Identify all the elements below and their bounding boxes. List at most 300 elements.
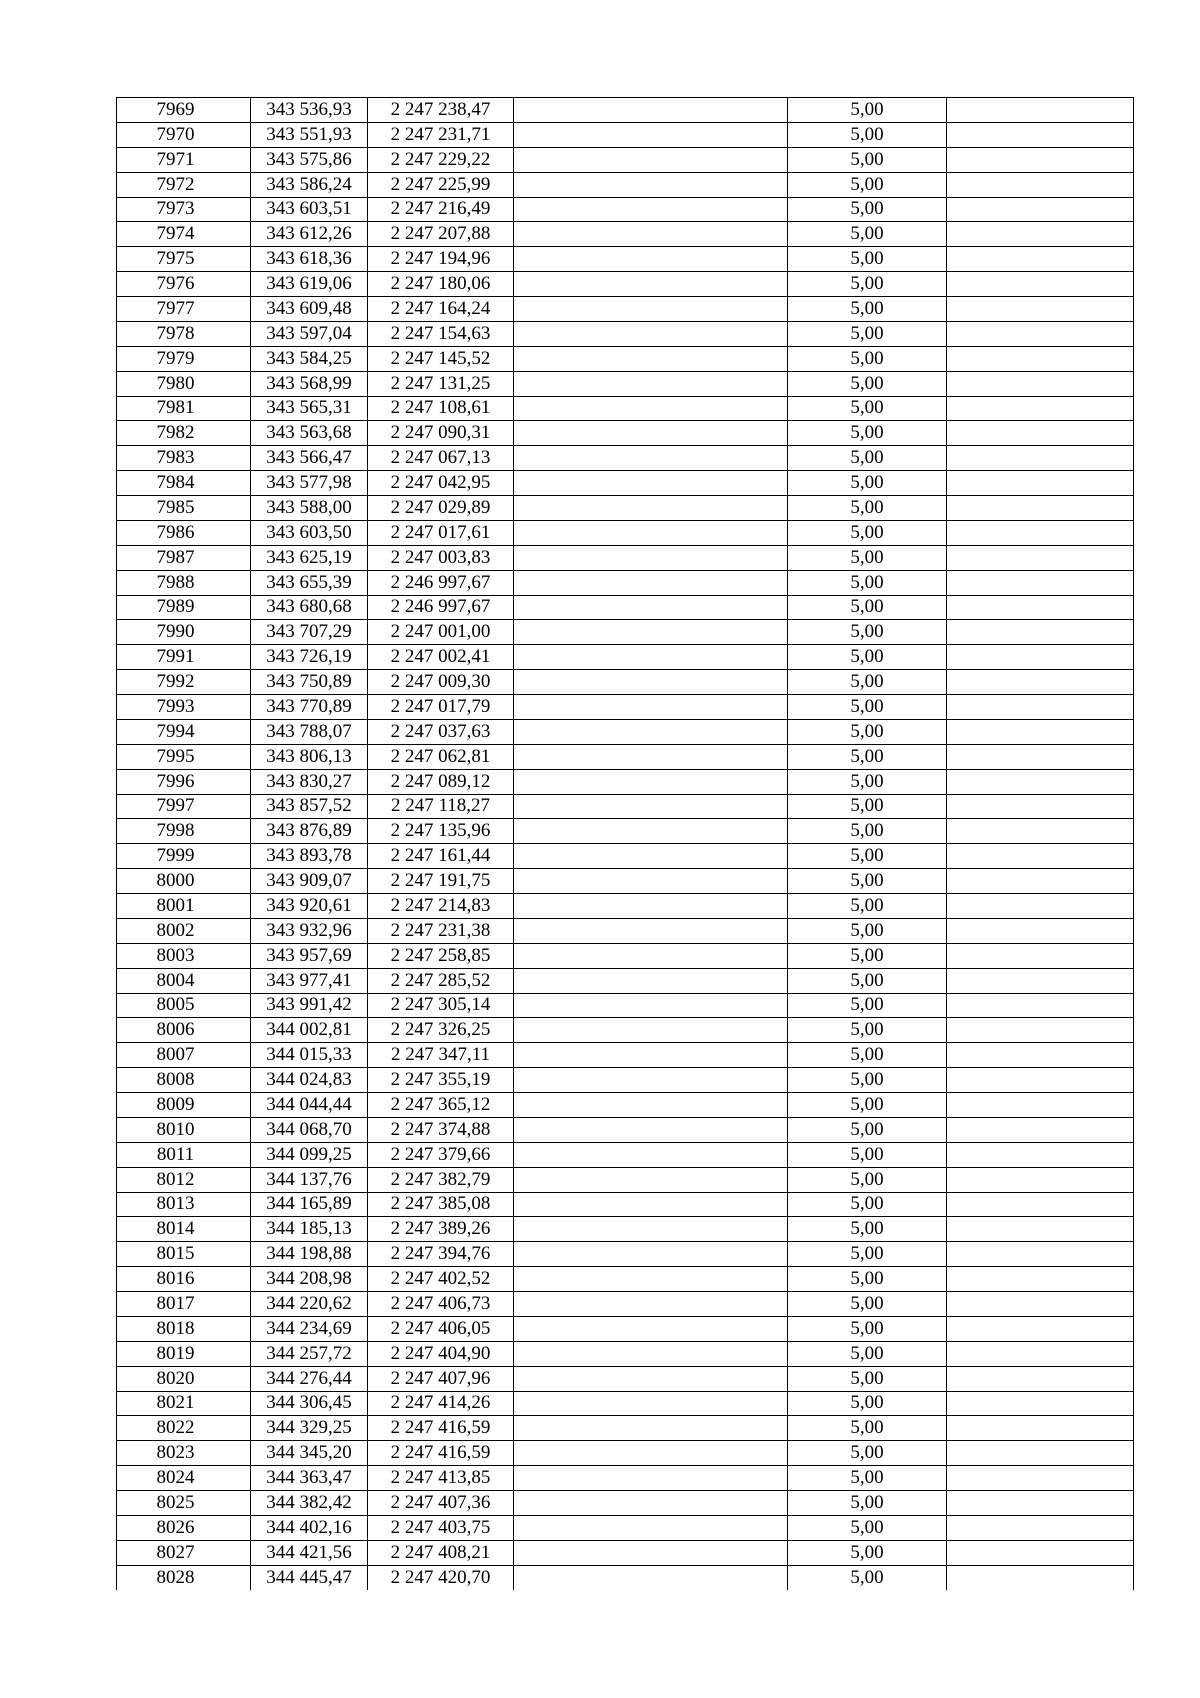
x-coordinate-cell: 343 612,26 <box>251 222 368 247</box>
point-number-cell: 7989 <box>117 595 251 620</box>
point-number-cell: 8013 <box>117 1192 251 1217</box>
blank-cell <box>514 570 788 595</box>
value-cell: 5,00 <box>788 1093 947 1118</box>
x-coordinate-cell: 344 185,13 <box>251 1217 368 1242</box>
value-cell: 5,00 <box>788 1018 947 1043</box>
blank-cell <box>947 595 1134 620</box>
blank-cell <box>514 446 788 471</box>
y-coordinate-cell: 2 247 355,19 <box>368 1068 514 1093</box>
x-coordinate-cell: 344 015,33 <box>251 1043 368 1068</box>
blank-cell <box>514 645 788 670</box>
point-number-cell: 8006 <box>117 1018 251 1043</box>
x-coordinate-cell: 344 024,83 <box>251 1068 368 1093</box>
x-coordinate-cell: 343 603,50 <box>251 520 368 545</box>
point-number-cell: 8002 <box>117 918 251 943</box>
point-number-cell: 7981 <box>117 396 251 421</box>
table-row <box>117 670 1134 695</box>
table-row <box>117 794 1134 819</box>
blank-cell <box>514 222 788 247</box>
point-number-cell: 8017 <box>117 1292 251 1317</box>
blank-cell <box>514 1540 788 1565</box>
blank-cell <box>947 297 1134 322</box>
x-coordinate-cell: 343 625,19 <box>251 545 368 570</box>
value-cell: 5,00 <box>788 421 947 446</box>
y-coordinate-cell: 2 247 164,24 <box>368 297 514 322</box>
x-coordinate-cell: 344 421,56 <box>251 1540 368 1565</box>
y-coordinate-cell: 2 247 382,79 <box>368 1167 514 1192</box>
table-row <box>117 1515 1134 1540</box>
table-row <box>117 346 1134 371</box>
value-cell: 5,00 <box>788 147 947 172</box>
blank-cell <box>947 943 1134 968</box>
y-coordinate-cell: 2 247 420,70 <box>368 1565 514 1589</box>
y-coordinate-cell: 2 247 037,63 <box>368 719 514 744</box>
point-number-cell: 7984 <box>117 471 251 496</box>
value-cell: 5,00 <box>788 396 947 421</box>
y-coordinate-cell: 2 247 090,31 <box>368 421 514 446</box>
table-row <box>117 272 1134 297</box>
y-coordinate-cell: 2 247 154,63 <box>368 321 514 346</box>
table-row <box>117 1167 1134 1192</box>
table-row <box>117 943 1134 968</box>
value-cell: 5,00 <box>788 520 947 545</box>
table-row <box>117 844 1134 869</box>
value-cell: 5,00 <box>788 1242 947 1267</box>
point-number-cell: 7987 <box>117 545 251 570</box>
value-cell: 5,00 <box>788 122 947 147</box>
point-number-cell: 7996 <box>117 769 251 794</box>
y-coordinate-cell: 2 247 404,90 <box>368 1341 514 1366</box>
x-coordinate-cell: 343 577,98 <box>251 471 368 496</box>
value-cell: 5,00 <box>788 1491 947 1516</box>
table-row <box>117 1391 1134 1416</box>
value-cell: 5,00 <box>788 670 947 695</box>
x-coordinate-cell: 344 234,69 <box>251 1316 368 1341</box>
point-number-cell: 7992 <box>117 670 251 695</box>
point-number-cell: 7975 <box>117 247 251 272</box>
value-cell: 5,00 <box>788 620 947 645</box>
blank-cell <box>947 1391 1134 1416</box>
table-row <box>117 446 1134 471</box>
blank-cell <box>514 869 788 894</box>
blank-cell <box>514 1515 788 1540</box>
point-number-cell: 7997 <box>117 794 251 819</box>
point-number-cell: 8001 <box>117 894 251 919</box>
point-number-cell: 7994 <box>117 719 251 744</box>
point-number-cell: 7991 <box>117 645 251 670</box>
blank-cell <box>514 172 788 197</box>
y-coordinate-cell: 2 247 385,08 <box>368 1192 514 1217</box>
blank-cell <box>947 1217 1134 1242</box>
y-coordinate-cell: 2 247 135,96 <box>368 819 514 844</box>
blank-cell <box>947 1540 1134 1565</box>
y-coordinate-cell: 2 247 403,75 <box>368 1515 514 1540</box>
value-cell: 5,00 <box>788 1043 947 1068</box>
point-number-cell: 7969 <box>117 98 251 123</box>
value-cell: 5,00 <box>788 869 947 894</box>
y-coordinate-cell: 2 246 997,67 <box>368 595 514 620</box>
blank-cell <box>947 272 1134 297</box>
x-coordinate-cell: 343 565,31 <box>251 396 368 421</box>
blank-cell <box>947 1416 1134 1441</box>
point-number-cell: 7986 <box>117 520 251 545</box>
x-coordinate-cell: 344 363,47 <box>251 1466 368 1491</box>
table-row <box>117 1142 1134 1167</box>
point-number-cell: 8028 <box>117 1565 251 1589</box>
value-cell: 5,00 <box>788 1316 947 1341</box>
blank-cell <box>514 794 788 819</box>
blank-cell <box>514 321 788 346</box>
blank-cell <box>947 1167 1134 1192</box>
x-coordinate-cell: 344 165,89 <box>251 1192 368 1217</box>
value-cell: 5,00 <box>788 496 947 521</box>
blank-cell <box>947 819 1134 844</box>
blank-cell <box>947 744 1134 769</box>
point-number-cell: 8025 <box>117 1491 251 1516</box>
table-row <box>117 1068 1134 1093</box>
blank-cell <box>514 1292 788 1317</box>
blank-cell <box>514 122 788 147</box>
y-coordinate-cell: 2 247 145,52 <box>368 346 514 371</box>
table-row <box>117 993 1134 1018</box>
y-coordinate-cell: 2 247 406,73 <box>368 1292 514 1317</box>
blank-cell <box>947 247 1134 272</box>
blank-cell <box>947 1515 1134 1540</box>
point-number-cell: 7982 <box>117 421 251 446</box>
point-number-cell: 7980 <box>117 371 251 396</box>
blank-cell <box>514 1341 788 1366</box>
blank-cell <box>947 894 1134 919</box>
blank-cell <box>947 1192 1134 1217</box>
x-coordinate-cell: 343 566,47 <box>251 446 368 471</box>
table-row <box>117 1242 1134 1267</box>
blank-cell <box>947 545 1134 570</box>
value-cell: 5,00 <box>788 1267 947 1292</box>
y-coordinate-cell: 2 247 118,27 <box>368 794 514 819</box>
blank-cell <box>514 1192 788 1217</box>
x-coordinate-cell: 344 345,20 <box>251 1441 368 1466</box>
x-coordinate-cell: 343 551,93 <box>251 122 368 147</box>
table-row <box>117 1117 1134 1142</box>
blank-cell <box>514 1217 788 1242</box>
y-coordinate-cell: 2 247 001,00 <box>368 620 514 645</box>
blank-cell <box>947 993 1134 1018</box>
y-coordinate-cell: 2 247 238,47 <box>368 98 514 123</box>
blank-cell <box>514 421 788 446</box>
x-coordinate-cell: 343 586,24 <box>251 172 368 197</box>
blank-cell <box>514 769 788 794</box>
blank-cell <box>514 918 788 943</box>
point-number-cell: 7971 <box>117 147 251 172</box>
table-row <box>117 98 1134 123</box>
blank-cell <box>514 844 788 869</box>
blank-cell <box>514 819 788 844</box>
y-coordinate-cell: 2 247 406,05 <box>368 1316 514 1341</box>
blank-cell <box>514 272 788 297</box>
value-cell: 5,00 <box>788 446 947 471</box>
point-number-cell: 8020 <box>117 1366 251 1391</box>
table-row <box>117 1093 1134 1118</box>
blank-cell <box>947 844 1134 869</box>
blank-cell <box>514 595 788 620</box>
point-number-cell: 7976 <box>117 272 251 297</box>
x-coordinate-cell: 343 680,68 <box>251 595 368 620</box>
y-coordinate-cell: 2 247 067,13 <box>368 446 514 471</box>
table-row <box>117 1192 1134 1217</box>
table-row <box>117 172 1134 197</box>
table-row <box>117 1540 1134 1565</box>
blank-cell <box>514 471 788 496</box>
value-cell: 5,00 <box>788 844 947 869</box>
x-coordinate-cell: 344 402,16 <box>251 1515 368 1540</box>
blank-cell <box>514 520 788 545</box>
blank-cell <box>514 98 788 123</box>
point-number-cell: 8003 <box>117 943 251 968</box>
x-coordinate-cell: 343 909,07 <box>251 869 368 894</box>
point-number-cell: 8019 <box>117 1341 251 1366</box>
blank-cell <box>514 247 788 272</box>
value-cell: 5,00 <box>788 1117 947 1142</box>
blank-cell <box>947 122 1134 147</box>
value-cell: 5,00 <box>788 1142 947 1167</box>
value-cell: 5,00 <box>788 1441 947 1466</box>
blank-cell <box>947 1267 1134 1292</box>
value-cell: 5,00 <box>788 297 947 322</box>
y-coordinate-cell: 2 247 108,61 <box>368 396 514 421</box>
x-coordinate-cell: 343 770,89 <box>251 695 368 720</box>
point-number-cell: 8018 <box>117 1316 251 1341</box>
blank-cell <box>947 147 1134 172</box>
y-coordinate-cell: 2 247 029,89 <box>368 496 514 521</box>
point-number-cell: 8008 <box>117 1068 251 1093</box>
x-coordinate-cell: 343 707,29 <box>251 620 368 645</box>
blank-cell <box>947 520 1134 545</box>
x-coordinate-cell: 343 857,52 <box>251 794 368 819</box>
blank-cell <box>947 421 1134 446</box>
value-cell: 5,00 <box>788 1217 947 1242</box>
table-row <box>117 769 1134 794</box>
y-coordinate-cell: 2 247 413,85 <box>368 1466 514 1491</box>
y-coordinate-cell: 2 247 389,26 <box>368 1217 514 1242</box>
point-number-cell: 7973 <box>117 197 251 222</box>
y-coordinate-cell: 2 247 042,95 <box>368 471 514 496</box>
table-row <box>117 1018 1134 1043</box>
value-cell: 5,00 <box>788 247 947 272</box>
table-row <box>117 222 1134 247</box>
y-coordinate-cell: 2 247 394,76 <box>368 1242 514 1267</box>
blank-cell <box>514 719 788 744</box>
table-row <box>117 1466 1134 1491</box>
blank-cell <box>514 1316 788 1341</box>
blank-cell <box>947 396 1134 421</box>
blank-cell <box>947 968 1134 993</box>
point-number-cell: 7978 <box>117 321 251 346</box>
x-coordinate-cell: 344 306,45 <box>251 1391 368 1416</box>
point-number-cell: 7979 <box>117 346 251 371</box>
y-coordinate-cell: 2 247 416,59 <box>368 1441 514 1466</box>
table-row <box>117 620 1134 645</box>
point-number-cell: 7995 <box>117 744 251 769</box>
coordinates-table-body <box>117 98 1134 1590</box>
y-coordinate-cell: 2 247 402,52 <box>368 1267 514 1292</box>
table-row <box>117 520 1134 545</box>
point-number-cell: 7970 <box>117 122 251 147</box>
blank-cell <box>947 769 1134 794</box>
y-coordinate-cell: 2 247 009,30 <box>368 670 514 695</box>
table-row <box>117 1441 1134 1466</box>
blank-cell <box>947 1093 1134 1118</box>
y-coordinate-cell: 2 247 017,61 <box>368 520 514 545</box>
table-row <box>117 968 1134 993</box>
x-coordinate-cell: 343 876,89 <box>251 819 368 844</box>
blank-cell <box>514 197 788 222</box>
table-row <box>117 471 1134 496</box>
x-coordinate-cell: 344 068,70 <box>251 1117 368 1142</box>
y-coordinate-cell: 2 247 407,96 <box>368 1366 514 1391</box>
table-row <box>117 321 1134 346</box>
point-number-cell: 8022 <box>117 1416 251 1441</box>
value-cell: 5,00 <box>788 918 947 943</box>
value-cell: 5,00 <box>788 321 947 346</box>
blank-cell <box>514 1391 788 1416</box>
blank-cell <box>947 172 1134 197</box>
value-cell: 5,00 <box>788 222 947 247</box>
blank-cell <box>514 1117 788 1142</box>
y-coordinate-cell: 2 247 225,99 <box>368 172 514 197</box>
point-number-cell: 8007 <box>117 1043 251 1068</box>
blank-cell <box>947 471 1134 496</box>
table-row <box>117 1267 1134 1292</box>
y-coordinate-cell: 2 247 214,83 <box>368 894 514 919</box>
table-row <box>117 918 1134 943</box>
x-coordinate-cell: 343 920,61 <box>251 894 368 919</box>
y-coordinate-cell: 2 247 285,52 <box>368 968 514 993</box>
blank-cell <box>947 1341 1134 1366</box>
blank-cell <box>947 98 1134 123</box>
y-coordinate-cell: 2 247 161,44 <box>368 844 514 869</box>
x-coordinate-cell: 343 750,89 <box>251 670 368 695</box>
blank-cell <box>514 943 788 968</box>
point-number-cell: 8000 <box>117 869 251 894</box>
point-number-cell: 7977 <box>117 297 251 322</box>
value-cell: 5,00 <box>788 570 947 595</box>
blank-cell <box>514 1093 788 1118</box>
blank-cell <box>947 496 1134 521</box>
value-cell: 5,00 <box>788 1341 947 1366</box>
blank-cell <box>514 1267 788 1292</box>
y-coordinate-cell: 2 247 207,88 <box>368 222 514 247</box>
value-cell: 5,00 <box>788 894 947 919</box>
blank-cell <box>947 570 1134 595</box>
value-cell: 5,00 <box>788 968 947 993</box>
blank-cell <box>947 1441 1134 1466</box>
blank-cell <box>947 1142 1134 1167</box>
table-row <box>117 545 1134 570</box>
blank-cell <box>947 1292 1134 1317</box>
x-coordinate-cell: 343 932,96 <box>251 918 368 943</box>
value-cell: 5,00 <box>788 1192 947 1217</box>
y-coordinate-cell: 2 247 407,36 <box>368 1491 514 1516</box>
table-row <box>117 247 1134 272</box>
blank-cell <box>514 1366 788 1391</box>
point-number-cell: 7988 <box>117 570 251 595</box>
table-row <box>117 744 1134 769</box>
point-number-cell: 7974 <box>117 222 251 247</box>
y-coordinate-cell: 2 247 326,25 <box>368 1018 514 1043</box>
value-cell: 5,00 <box>788 993 947 1018</box>
x-coordinate-cell: 344 382,42 <box>251 1491 368 1516</box>
x-coordinate-cell: 343 893,78 <box>251 844 368 869</box>
point-number-cell: 8012 <box>117 1167 251 1192</box>
x-coordinate-cell: 344 137,76 <box>251 1167 368 1192</box>
blank-cell <box>514 1242 788 1267</box>
blank-cell <box>947 1043 1134 1068</box>
point-number-cell: 8009 <box>117 1093 251 1118</box>
table-row <box>117 1217 1134 1242</box>
y-coordinate-cell: 2 247 231,71 <box>368 122 514 147</box>
blank-cell <box>947 371 1134 396</box>
value-cell: 5,00 <box>788 1540 947 1565</box>
blank-cell <box>514 496 788 521</box>
x-coordinate-cell: 344 220,62 <box>251 1292 368 1317</box>
blank-cell <box>947 719 1134 744</box>
y-coordinate-cell: 2 247 365,12 <box>368 1093 514 1118</box>
x-coordinate-cell: 343 977,41 <box>251 968 368 993</box>
blank-cell <box>947 1565 1134 1589</box>
point-number-cell: 7983 <box>117 446 251 471</box>
blank-cell <box>947 645 1134 670</box>
x-coordinate-cell: 344 198,88 <box>251 1242 368 1267</box>
value-cell: 5,00 <box>788 471 947 496</box>
table-row <box>117 371 1134 396</box>
blank-cell <box>514 1043 788 1068</box>
value-cell: 5,00 <box>788 769 947 794</box>
y-coordinate-cell: 2 247 258,85 <box>368 943 514 968</box>
blank-cell <box>514 1491 788 1516</box>
point-number-cell: 8015 <box>117 1242 251 1267</box>
table-row <box>117 1416 1134 1441</box>
point-number-cell: 7972 <box>117 172 251 197</box>
y-coordinate-cell: 2 247 416,59 <box>368 1416 514 1441</box>
blank-cell <box>514 396 788 421</box>
table-row <box>117 1316 1134 1341</box>
value-cell: 5,00 <box>788 744 947 769</box>
y-coordinate-cell: 2 246 997,67 <box>368 570 514 595</box>
blank-cell <box>947 222 1134 247</box>
blank-cell <box>947 1068 1134 1093</box>
x-coordinate-cell: 343 618,36 <box>251 247 368 272</box>
table-row <box>117 197 1134 222</box>
x-coordinate-cell: 343 575,86 <box>251 147 368 172</box>
value-cell: 5,00 <box>788 1068 947 1093</box>
x-coordinate-cell: 344 445,47 <box>251 1565 368 1589</box>
value-cell: 5,00 <box>788 645 947 670</box>
x-coordinate-cell: 344 329,25 <box>251 1416 368 1441</box>
table-row <box>117 894 1134 919</box>
point-number-cell: 7990 <box>117 620 251 645</box>
point-number-cell: 7999 <box>117 844 251 869</box>
point-number-cell: 8014 <box>117 1217 251 1242</box>
x-coordinate-cell: 343 830,27 <box>251 769 368 794</box>
x-coordinate-cell: 344 208,98 <box>251 1267 368 1292</box>
point-number-cell: 8010 <box>117 1117 251 1142</box>
blank-cell <box>947 695 1134 720</box>
point-number-cell: 7993 <box>117 695 251 720</box>
value-cell: 5,00 <box>788 1391 947 1416</box>
value-cell: 5,00 <box>788 197 947 222</box>
table-row <box>117 1366 1134 1391</box>
y-coordinate-cell: 2 247 305,14 <box>368 993 514 1018</box>
